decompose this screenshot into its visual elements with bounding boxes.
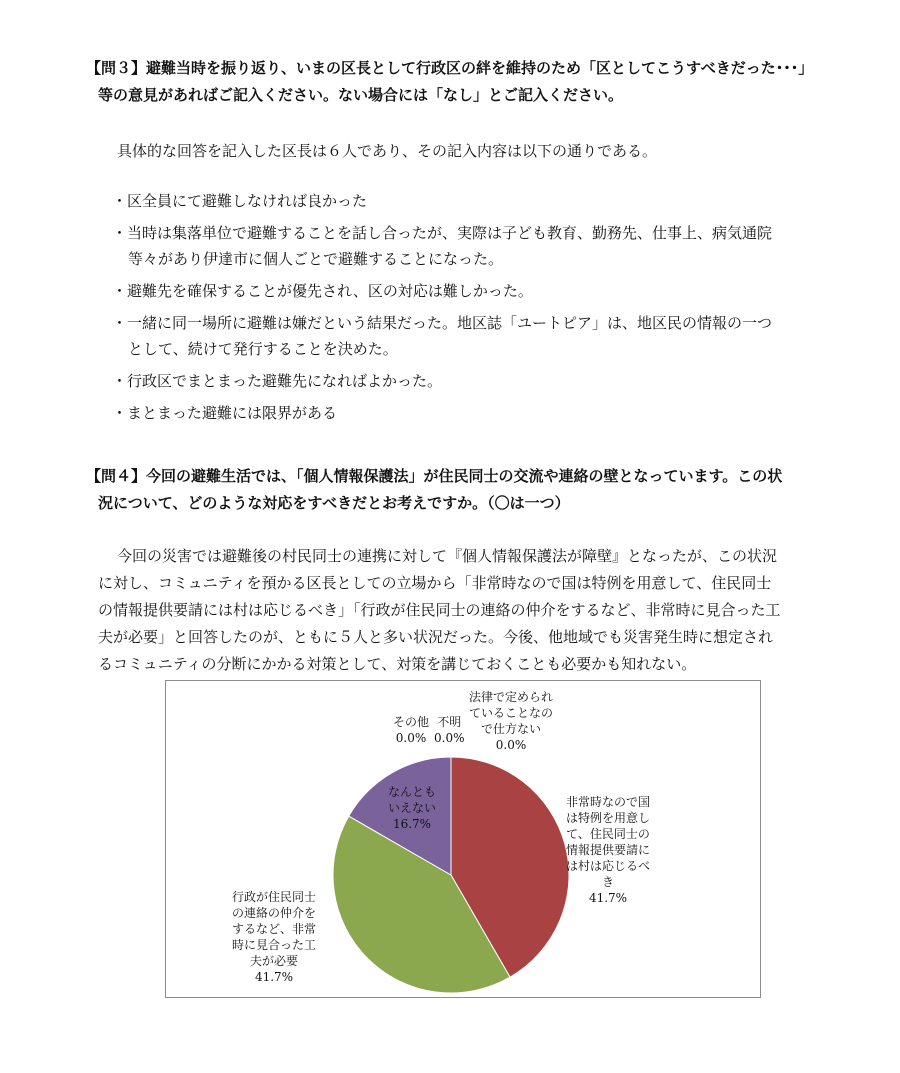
pie-label-text: 時に見合った工: [232, 938, 317, 952]
pie-label-value: 41.7%: [588, 891, 628, 905]
list-item: ・行政区でまとまった避難先になればよかった。: [112, 372, 443, 390]
pie-label-undecided: [388, 784, 436, 832]
pie-label-text: その他: [393, 715, 430, 729]
pie-label-text: いえない: [388, 801, 437, 815]
q4-para-line3: の情報提供要請には村は応じるべき」「行政が住民同士の連絡の仲介をするなど、非常時に見合った工: [98, 601, 781, 619]
pie-label-text: 情報提供要請に: [566, 843, 651, 857]
list-item: ・一緒に同一場所に避難は嫌だという結果だった。地区誌「ユートピア」は、地区民の情報の一つ: [112, 314, 773, 332]
pie-label-text: の連絡の仲介を: [232, 906, 317, 920]
q4-para-line1: 今回の災害では避難後の村民同士の連携に対して『個人情報保護法が障壁』となったが、この状況: [117, 547, 778, 565]
pie-label-law: [469, 689, 553, 753]
list-item-continuation: 等々があり伊達市に個人ごとで避難することになった。: [128, 250, 504, 268]
pie-label-text: は特例を用意し: [566, 811, 651, 825]
pie-label-text: 行政が住民同士: [232, 890, 317, 904]
list-item: ・区全員にて避難しなければ良かった: [112, 192, 368, 210]
q3-title-line1: 【問３】避難当時を振り返り、いまの区長として行政区の絆を維持のため「区としてこうすべきだった･･･」: [86, 59, 814, 77]
pie-label-unknown: [434, 714, 465, 746]
list-item: ・当時は集落単位で避難することを話し合ったが、実際は子ども教育、勤務先、仕事上、病気通院: [112, 224, 773, 242]
list-item-continuation: として、続けて発行することを決めた。: [128, 340, 398, 358]
pie-label-text: 非常時なので国: [566, 795, 651, 809]
pie-label-administration-mediation: [232, 889, 316, 985]
q4-para-line2: に対し、コミュニティを預かる区長としての立場から「非常時なので国は特例を用意して、住民同士: [98, 574, 772, 592]
pie-label-text: 夫が必要: [250, 954, 299, 968]
pie-label-text: は村は応じるべ: [566, 859, 651, 873]
pie-label-text: 法律で定められ: [469, 690, 554, 704]
q3-title-line2: 等の意見があればご記入ください。ない場合には「なし」とご記入ください。: [98, 86, 624, 104]
pie-label-text: て、住民同士の: [566, 827, 650, 841]
list-item: ・避難先を確保することが優先され、区の対応は難しかった。: [112, 282, 533, 300]
pie-chart: [165, 680, 761, 998]
pie-label-other: [393, 714, 429, 746]
q3-intro: 具体的な回答を記入した区長は６人であり、その記入内容は以下の通りである。: [117, 142, 658, 160]
pie-label-value: 0.0%: [434, 731, 465, 745]
pie-label-text: するなど、非常: [232, 922, 317, 936]
pie-label-national-exception: [566, 794, 650, 906]
pie-label-value: 41.7%: [254, 970, 294, 984]
pie-label-value: 0.0%: [395, 731, 427, 745]
pie-label-value: 0.0%: [495, 738, 527, 752]
q4-para-line5: るコミュニティの分断にかかる対策として、対策を講じておくことも必要かも知れない。: [98, 655, 697, 673]
q3-answer-list: [112, 188, 772, 432]
pie-label-text: なんとも: [388, 785, 437, 799]
pie-label-text: で仕方ない: [481, 722, 542, 736]
list-item: ・まとまった避難には限界がある: [112, 404, 338, 422]
q4-title-line2: 況について、どのような対応をすべきだとお考えですか。（〇は一つ）: [98, 494, 570, 512]
pie-label-text: ていることなの: [469, 706, 554, 720]
pie-label-text: 不明: [437, 715, 462, 729]
pie-label-value: 16.7%: [392, 817, 432, 831]
q4-title-line1: 【問４】今回の避難生活では、「個人情報保護法」が住民同士の交流や連絡の壁となっています。この状: [86, 467, 783, 485]
q4-para-line4: 夫が必要」と回答したのが、ともに５人と多い状況だった。今後、他地域でも災害発生時に想定され: [98, 628, 774, 646]
pie-label-text: き: [602, 875, 615, 889]
